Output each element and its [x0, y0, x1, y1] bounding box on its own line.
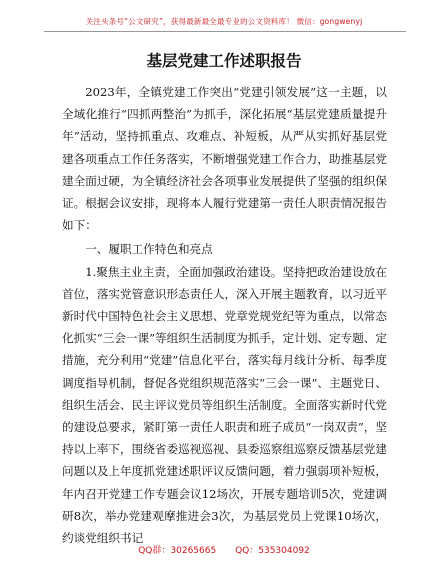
footer-qq-group: QQ群：30265665: [138, 546, 217, 556]
footer-contact: [0, 543, 448, 556]
footer-qq: QQ：535304092: [235, 546, 310, 556]
intro-paragraph: 2023年，全镇党建工作突出“党建引领发展”这一主题，以全域化推行“四抓两整治”为抓手，深化拓展“基层党建质量提升年”活动，坚持抓重点、攻难点、补短板，从严从实抓好基层党建各项重点工作任务落实，不断增强党建工作合力，助推基层党建全面过硬，为全镇经济社会各项事业发展提供了坚强的组织保证。根据会议安排，现将本人履行党建第一责任人职责情况报告如下：: [62, 85, 387, 233]
document-body: [62, 81, 387, 549]
header-note: 关注头条号“公文研究”，获得最新最全最专业的公文资料库！ 微信：gongwenyj: [85, 17, 363, 26]
section-heading: 一、履职工作特色和亮点: [85, 242, 213, 257]
body-paragraph: 1.聚焦主业主责，全面加强政治建设。坚持把政治建设放在首位，落实党管意识形态责任人，深入开展主题教育，以习近平新时代中国特色社会主义思想、党章党规党纪等为重点，以常态化抓实“三会一课”等组织生活制度为抓手，定计划、定专题、定措施，充分利用“党建”信息化平台，落实每月线计分析、每季度调度指导机制，督促各党组织规范落实“三会一课”、主题党日、组织生活会、民主评议党员等组织生活制度。全面落实新时代党的建设总要求，紧盯第一责任人职责和班子成员“一岗双责”，坚持以上率下，围绕省委巡视巡视、县委巡察组巡察反馈基层党建问题以及上年度抓党建述职评议反馈问题，着力强弱项补短板，年内召开党建工作专题会议12场次，开展专题培训5次，党建调研8次，举办党建观摩推进会3次，为基层党员上党课10场次，约谈党组织书记: [62, 264, 387, 546]
header-divider: [44, 31, 406, 32]
document-title: 基层党建工作述职报告: [146, 52, 302, 70]
